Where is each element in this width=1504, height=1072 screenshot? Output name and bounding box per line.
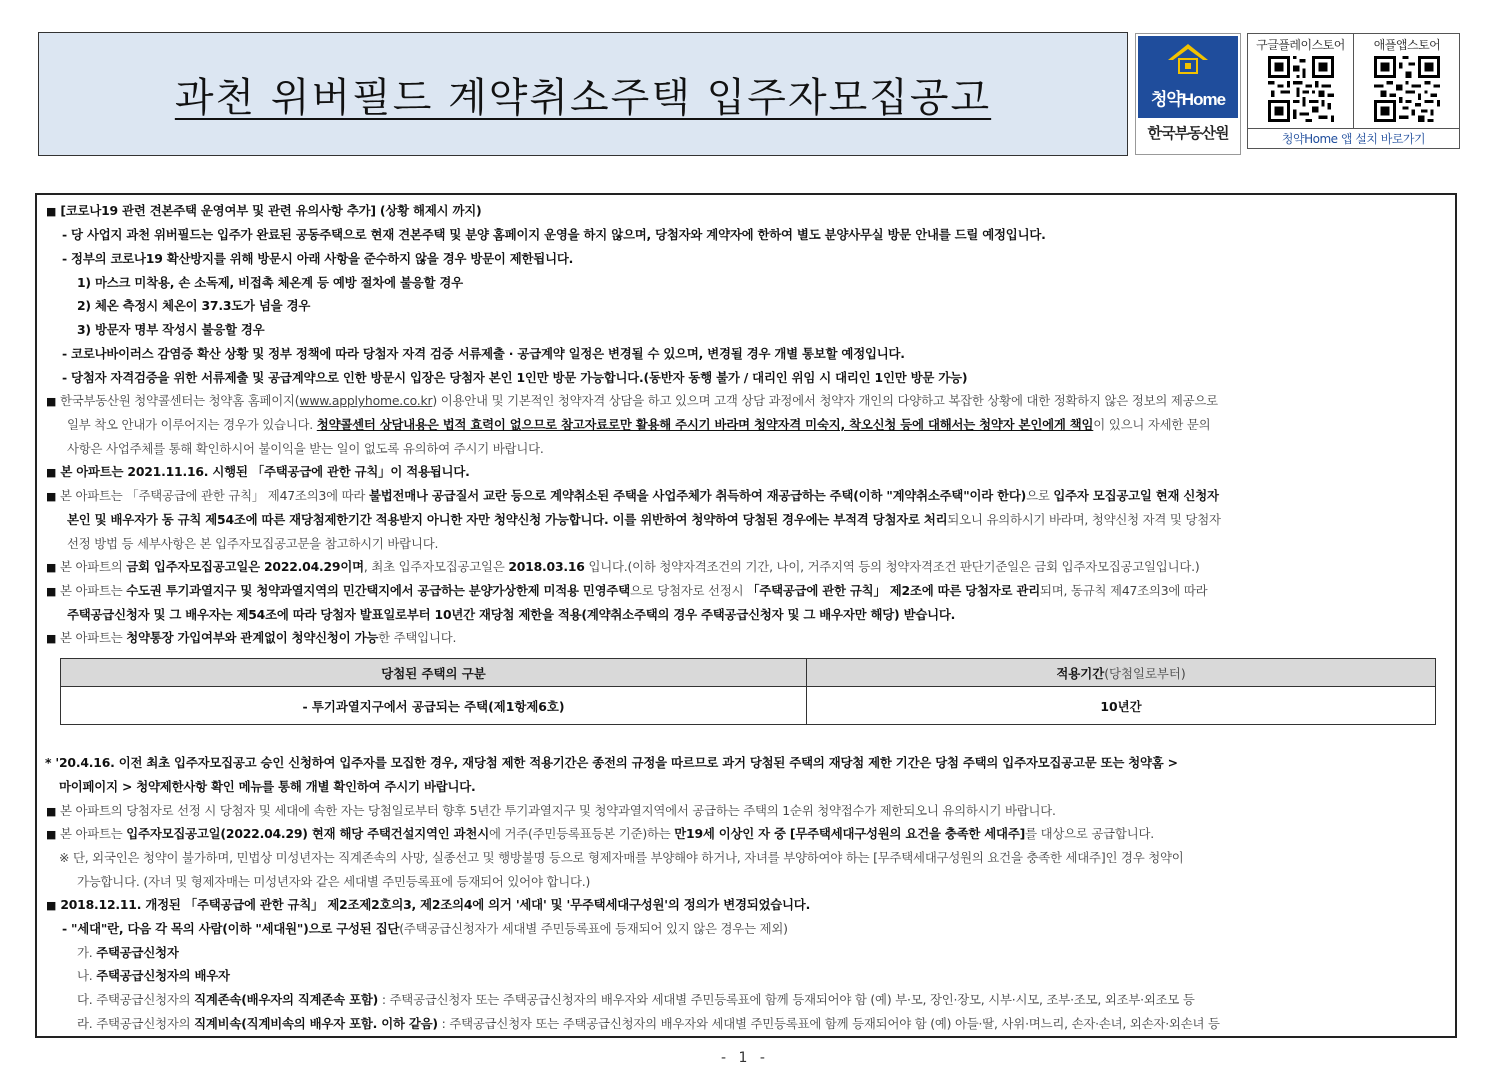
- notice-date-line: [46, 559, 1200, 576]
- covid-item-4: - 당첨자 자격검증을 위한 서류제출 및 공급계약으로 인한 방문시 입장은 당첨자 본인 1인만 방문 가능합니다.(동반자 동행 불가 / 대리인 위임 시 대리인 1인만 방문 가능): [62, 370, 968, 385]
- covid-section-title: [코로나19 관련 견본주택 운영여부 및 관련 유의사항 추가] (상황 해제시 까지): [60, 203, 482, 218]
- def-ga-prefix: 가.: [77, 945, 97, 960]
- table-header-period: [807, 659, 1436, 687]
- def-da-text: : 주택공급신청자 또는 주택공급신청자의 배우자와 세대별 주민등록표에 함께 등재되어야 함 (예) 부·모, 장인·장모, 시부·시모, 조부·조모, 외조부·외조모 등: [378, 992, 1195, 1007]
- foreigner-note-line-1: [59, 850, 1184, 866]
- zone-text-4: 「주택공급에 관한 규칙」 제2조에 따른 당첨자로 관리: [747, 583, 1040, 598]
- call-center-para-line-1: [46, 393, 1218, 410]
- def-ga-text: 주택공급신청자: [96, 945, 179, 960]
- app-store-label: 애플앱스토어: [1373, 38, 1441, 52]
- note-bullet: ※: [59, 850, 70, 865]
- notice-text-5: 입니다.(이하 청약자격조건의 기간, 나이, 거주지역 등의 청약자격조건 판단기준일은 금회 입주자모집공고일입니다.): [584, 559, 1200, 574]
- zone-text-1: 본 아파트는: [59, 583, 127, 598]
- bank-text-2: 청약통장 가입여부와 관계없이 청약신청이 가능: [126, 630, 379, 645]
- house-icon: [1166, 42, 1210, 76]
- covid-item-3: - 코로나바이러스 감염증 확산 상황 및 정부 정책에 따라 당첨자 자격 검증 서류제출 · 공급계약 일정은 변경될 수 있으며, 변경될 경우 개별 통보할 예정입니다.: [62, 346, 905, 361]
- definition-item-ga: [77, 945, 179, 961]
- app-store-qr-column: [1354, 34, 1460, 128]
- household-definition-line: [62, 921, 788, 937]
- definition-item-na: [77, 968, 230, 984]
- household-def-text-2: (주택공급신청자가 세대별 주민등록표에 등재되어 있지 않은 경우는 제외): [399, 921, 788, 936]
- applyhome-url-link[interactable]: www.applyhome.co.kr: [299, 393, 433, 408]
- square-bullet: ■: [46, 466, 57, 479]
- supply-target-line: [46, 826, 1154, 843]
- logo-brand-text: 청약Home: [1150, 90, 1226, 109]
- foreigner-note-text-1: 단, 외국인은 청약이 불가하며, 민법상 미성년자는 직계존속의 사망, 실종선고 및 행방불명 등으로 형제자매를 부양해야 하거나, 자녀를 부양하여야 하는 [무주택세대구성원의 요건을 충족한 세대주]인 경우 청약이: [72, 850, 1184, 865]
- page-number: - 1 -: [721, 1050, 769, 1066]
- target-text-3: 에 거주(주민등록표등본 기준)하는: [488, 826, 675, 841]
- definition-item-ra: [77, 1016, 1220, 1032]
- target-text-5: 를 대상으로 공급합니다.: [1025, 826, 1154, 841]
- table-cell-period: 10년간: [807, 687, 1436, 725]
- table-row: [61, 687, 1436, 725]
- def-na-text: 주택공급신청자의 배우자: [96, 968, 230, 983]
- google-play-qr-icon[interactable]: [1268, 56, 1334, 122]
- notice-text-3: , 최초 입주자모집공고일은: [363, 559, 509, 574]
- square-bullet: ■: [46, 585, 57, 598]
- app-store-qr-icon[interactable]: [1374, 56, 1440, 122]
- first-rank-text: 본 아파트의 당첨자로 선정 시 당첨자 및 세대에 속한 자는 당첨일로부터 향후 5년간 투기과열지구 및 청약과열지역에서 공급하는 주택의 1순위 청약접수가 제한되오니 유의하시기 바랍니다.: [59, 803, 1056, 818]
- zone-text-3: 으로 당첨자로 선정시: [629, 583, 748, 598]
- rewin-restriction-table: [60, 658, 1436, 725]
- square-bullet: ■: [46, 828, 57, 841]
- star-bullet: *: [45, 755, 52, 770]
- covid-subitem-3: 3) 방문자 명부 작성시 불응할 경우: [77, 322, 265, 337]
- star-note-text-1: '20.4.16. 이전 최초 입주자모집공고 승인 신청하여 입주자를 모집한 경우, 재당첨 제한 적용기간은 종전의 규정을 따르므로 과거 당첨된 주택의 재당첨 제한 기간은 당첨 주택의 입주자모집공고문 또는 청약홈 >: [55, 755, 1178, 770]
- title-box: [38, 32, 1128, 156]
- target-text-2: 입주자모집공고일(2022.04.29) 현재 해당 주택건설지역인 과천시: [126, 826, 489, 841]
- def-ra-bold: 직계비속(직계비속의 배우자 포함. 이하 같음): [194, 1016, 438, 1031]
- square-bullet: ■: [46, 899, 57, 912]
- google-play-label: 구글플레이스토어: [1256, 38, 1345, 52]
- square-bullet: ■: [46, 205, 57, 218]
- call-center-para-line-3: 사항은 사업주체를 통해 확인하시어 불이익을 받는 일이 없도록 유의하여 주시기 바랍니다.: [67, 441, 544, 456]
- covid-subitem-1: 1) 마스크 미착용, 손 소독제, 비접촉 체온계 등 예방 절차에 불응할 경우: [77, 275, 463, 290]
- square-bullet: ■: [46, 632, 57, 645]
- rule-apply-text: 본 아파트는 2021.11.16. 시행된 「주택공급에 관한 규칙」이 적용됩니다.: [60, 464, 470, 479]
- table-header-row: [61, 659, 1436, 687]
- square-bullet: ■: [46, 490, 57, 503]
- cancel-text-2: 불법전매나 공급질서 교란 등으로 계약취소된 주택을 사업주체가 취득하여 재공급하는 주택(이하 "계약취소주택"이라 한다): [368, 488, 1027, 503]
- def-da-prefix: 다. 주택공급신청자의: [77, 992, 195, 1007]
- cancel-text-6: 되오니 유의하시기 바라며, 청약신청 자격 및 당첨자: [947, 512, 1221, 527]
- notice-text-1: 본 아파트의: [59, 559, 127, 574]
- cancel-text-3: 으로: [1026, 488, 1054, 503]
- square-bullet: ■: [46, 561, 57, 574]
- foreigner-note-line-2: 가능합니다. (자녀 및 형제자매는 미성년자와 같은 세대별 주민등록표에 등재되어 있어야 합니다.): [77, 874, 591, 889]
- covid-item-2: - 정부의 코로나19 확산방지를 위해 방문시 아래 사항을 준수하지 않을 경우 방문이 제한됩니다.: [62, 251, 574, 266]
- cancel-housing-line-1: [46, 488, 1219, 505]
- google-play-qr-column: [1248, 34, 1354, 128]
- def-na-prefix: 나.: [77, 968, 97, 983]
- star-note-line-2: 마이페이지 > 청약제한사항 확인 메뉴를 통해 개별 확인하여 주시기 바랍니다.: [59, 779, 476, 794]
- covid-section-heading: [46, 203, 481, 220]
- call-center-text-4: 이 있으니 자세한 문의: [1093, 417, 1211, 432]
- cancel-text-5: 본인 및 배우자가 동 규칙 제54조에 따른 재당첨제한기간 적용받지 아니한 자만 청약신청 가능합니다. 이를 위반하여 청약하여 당첨된 경우에는 부적격 당첨자로 처리: [67, 512, 948, 527]
- page-title: 과천 위버필드 계약취소주택 입주자모집공고: [174, 74, 992, 121]
- def-ra-text: : 주택공급신청자 또는 주택공급신청자의 배우자와 세대별 주민등록표에 함께 등재되어야 함 (예) 아들·딸, 사위·며느리, 손자·손녀, 외손자·외손녀 등: [437, 1016, 1220, 1031]
- cancel-housing-line-2: [67, 512, 1221, 528]
- bankbook-line: [46, 630, 456, 647]
- square-bullet: ■: [46, 395, 57, 408]
- app-install-link[interactable]: 청약Home 앱 설치 바로가기: [1248, 128, 1459, 149]
- rule-apply-line: [46, 464, 470, 481]
- table-header-type: 당첨된 주택의 구분: [61, 659, 807, 687]
- table-header-period-main: 적용기간: [1056, 665, 1105, 681]
- zone-text-2: 수도권 투기과열지구 및 청약과열지역의 민간택지에서 공급하는 분양가상한제 미적용 민영주택: [126, 583, 630, 598]
- call-center-warning: 청약콜센터 상담내용은 법적 효력이 없으므로 참고자료로만 활용해 주시기 바라며 청약자격 미숙지, 착오신청 등에 대해서는 청약자 본인에게 책임: [316, 417, 1094, 432]
- table-header-period-sub: (당첨일로부터): [1104, 665, 1186, 681]
- first-rank-line: [46, 803, 1056, 820]
- notice-text-2: 금회 입주자모집공고일은 2022.04.29이며: [126, 559, 364, 574]
- call-center-text-1: 한국부동산원 청약콜센터는 청약홈 홈페이지(: [59, 393, 300, 408]
- applyhome-logo[interactable]: [1135, 33, 1241, 155]
- cancel-text-4: 입주자 모집공고일 현재 신청자: [1053, 488, 1219, 503]
- bank-text-3: 한 주택입니다.: [378, 630, 457, 645]
- call-center-text-2: ) 이용안내 및 기본적인 청약자격 상담을 하고 있으며 고객 상담 과정에서 청약자 개인의 다양하고 복잡한 상황에 대한 정확하지 않은 정보의 제공으로: [432, 393, 1218, 408]
- zone-line-2: 주택공급신청자 및 그 배우자는 제54조에 따라 당첨자 발표일로부터 10년간 재당첨 제한을 적용(계약취소주택의 경우 주택공급신청자 및 그 배우자만 해당) 받습니다.: [67, 607, 956, 622]
- star-note-line-1: [45, 755, 1178, 771]
- cancel-text-1: 본 아파트는 「주택공급에 관한 규칙」 제47조의3에 따라: [59, 488, 369, 503]
- notice-text-4: 2018.03.16: [508, 559, 585, 574]
- def-ra-prefix: 라. 주택공급신청자의: [77, 1016, 195, 1031]
- household-def-text-1: - "세대"란, 다음 각 목의 사람(이하 "세대원")으로 구성된 집단: [62, 921, 400, 936]
- table-cell-type: - 투기과열지구에서 공급되는 주택(제1항제6호): [61, 687, 807, 725]
- definition-title: 2018.12.11. 개정된 「주택공급에 관한 규칙」 제2조제2호의3, 제2조의4에 의거 '세대' 및 '무주택세대구성원'의 정의가 변경되었습니다.: [60, 897, 811, 912]
- zone-text-5: 되며, 동규칙 제47조의3에 따라: [1039, 583, 1208, 598]
- app-qr-box: [1247, 33, 1460, 149]
- target-text-1: 본 아파트는: [59, 826, 127, 841]
- def-da-bold: 직계존속(배우자의 직계존속 포함): [194, 992, 379, 1007]
- definition-item-da: [77, 992, 1195, 1008]
- zone-line-1: [46, 583, 1207, 600]
- logo-blue-panel: [1138, 36, 1238, 118]
- bank-text-1: 본 아파트는: [59, 630, 127, 645]
- notice-content-box: [35, 193, 1457, 1038]
- covid-subitem-2: 2) 체온 측정시 체온이 37.3도가 넘을 경우: [77, 298, 311, 313]
- call-center-text-3: 일부 착오 안내가 이루어지는 경우가 있습니다.: [67, 417, 317, 432]
- target-text-4: 만19세 이상인 자 중 [무주택세대구성원의 요건을 충족한 세대주]: [674, 826, 1026, 841]
- call-center-para-line-2: [67, 417, 1210, 433]
- covid-item-1: - 당 사업지 과천 위버필드는 입주가 완료된 공동주택으로 현재 견본주택 및 분양 홈페이지 운영을 하지 않으며, 당첨자와 계약자에 한하여 별도 분양사무실 방문 안내를 드릴 예정입니다.: [62, 227, 1046, 242]
- logo-org-text: 한국부동산원: [1147, 124, 1229, 142]
- cancel-housing-line-3: 선정 방법 등 세부사항은 본 입주자모집공고문을 참고하시기 바랍니다.: [67, 536, 439, 551]
- square-bullet: ■: [46, 805, 57, 818]
- definition-heading: [46, 897, 810, 914]
